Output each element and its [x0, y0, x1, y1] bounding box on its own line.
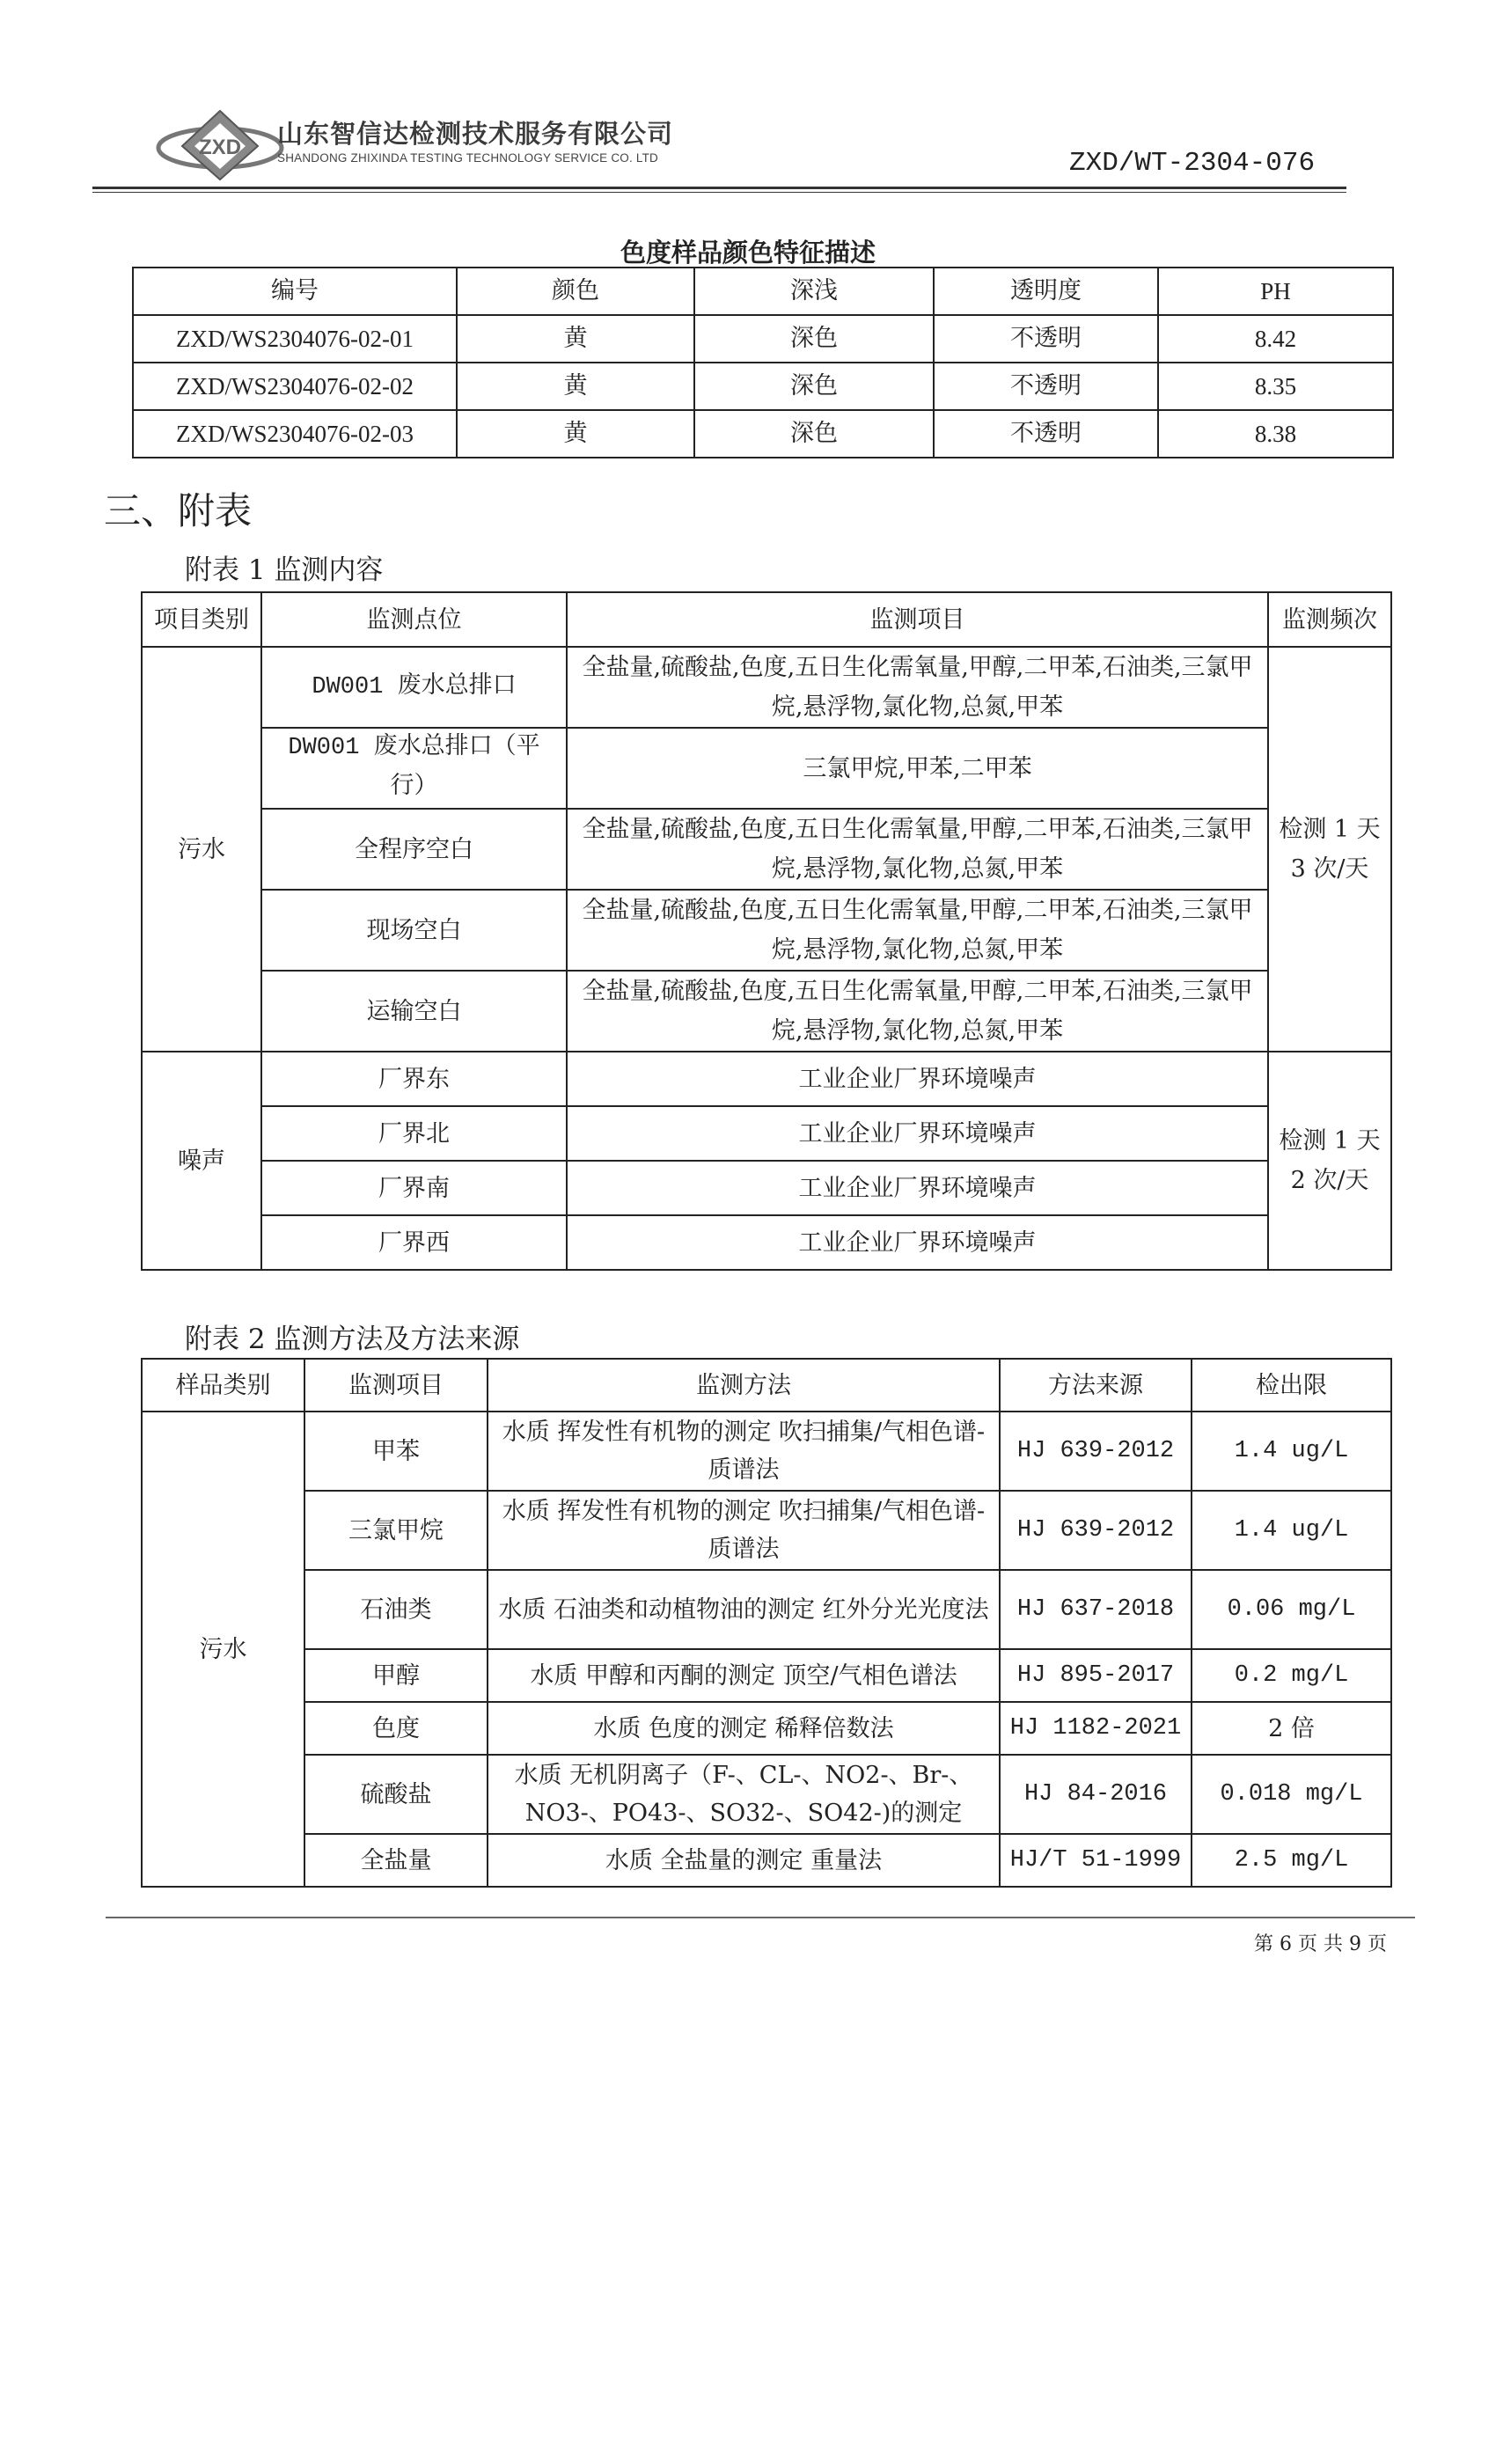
- monitoring-point: 厂界西: [261, 1215, 567, 1270]
- sample-id: ZXD/WS2304076-02-03: [133, 410, 457, 458]
- header-cell: 监测频次: [1268, 592, 1391, 647]
- table-header-row: [142, 1359, 1391, 1412]
- limit-cell: 0.2 mg/L: [1192, 1649, 1391, 1702]
- sample-id: ZXD/WS2304076-02-01: [133, 315, 457, 363]
- monitoring-items: 工业企业厂界环境噪声: [567, 1161, 1268, 1215]
- frequency-cell: 检测 1 天 3 次/天: [1268, 647, 1391, 1052]
- source-cell: HJ/T 51-1999: [1000, 1834, 1192, 1887]
- table-row: [142, 1052, 1391, 1106]
- monitoring-items: 工业企业厂界环境噪声: [567, 1052, 1268, 1106]
- table-header-row: [133, 268, 1393, 315]
- transparency-cell: 不透明: [934, 410, 1158, 458]
- header-cell: 透明度: [934, 268, 1158, 315]
- footer-rule: [106, 1917, 1415, 1918]
- ph-cell: 8.38: [1158, 410, 1393, 458]
- table1-title: 附表 1 监测内容: [185, 554, 384, 586]
- table-row: [142, 1215, 1391, 1270]
- company-logo: [154, 104, 286, 183]
- table-row: [142, 1412, 1391, 1491]
- source-cell: HJ 637-2018: [1000, 1570, 1192, 1649]
- monitoring-items: 工业企业厂界环境噪声: [567, 1215, 1268, 1270]
- table-row: [142, 1755, 1391, 1834]
- source-cell: HJ 1182-2021: [1000, 1702, 1192, 1755]
- table-row: [142, 1570, 1391, 1649]
- table0-title: 色度样品颜色特征描述: [620, 238, 876, 268]
- monitoring-items: 全盐量,硫酸盐,色度,五日生化需氧量,甲醇,二甲苯,石油类,三氯甲烷,悬浮物,氯化物,总氮,甲苯: [567, 971, 1268, 1052]
- source-cell: HJ 84-2016: [1000, 1755, 1192, 1834]
- header-cell: 项目类别: [142, 592, 261, 647]
- table-header-row: [142, 592, 1391, 647]
- method-cell: 水质 甲醇和丙酮的测定 顶空/气相色谱法: [488, 1649, 1000, 1702]
- monitoring-point: 厂界东: [261, 1052, 567, 1106]
- item-cell: 色度: [304, 1702, 488, 1755]
- monitoring-point: 现场空白: [261, 890, 567, 971]
- table-row: [142, 1491, 1391, 1570]
- header-rule-thin: [92, 192, 1346, 193]
- color-cell: 黄: [457, 363, 694, 410]
- table-row: [142, 890, 1391, 971]
- header-rule: [92, 187, 1346, 189]
- header-cell: 监测项目: [567, 592, 1268, 647]
- header-cell: 样品类别: [142, 1359, 304, 1412]
- ph-cell: 8.35: [1158, 363, 1393, 410]
- monitoring-point: 运输空白: [261, 971, 567, 1052]
- method-cell: 水质 全盐量的测定 重量法: [488, 1834, 1000, 1887]
- item-cell: 甲醇: [304, 1649, 488, 1702]
- header-cell: 监测点位: [261, 592, 567, 647]
- item-cell: 石油类: [304, 1570, 488, 1649]
- shade-cell: 深色: [694, 315, 934, 363]
- report-number: ZXD/WT-2304-076: [1069, 148, 1316, 179]
- table-row: [142, 647, 1391, 728]
- limit-cell: 1.4 ug/L: [1192, 1412, 1391, 1491]
- table-row: [142, 971, 1391, 1052]
- table2-title: 附表 2 监测方法及方法来源: [185, 1324, 520, 1355]
- monitoring-point: DW001 废水总排口: [261, 647, 567, 728]
- monitoring-content-table: [141, 591, 1392, 1271]
- category-cell: 污水: [142, 647, 261, 1052]
- header-cell: 监测项目: [304, 1359, 488, 1412]
- limit-cell: 2.5 mg/L: [1192, 1834, 1391, 1887]
- table-row: [142, 1702, 1391, 1755]
- ph-cell: 8.42: [1158, 315, 1393, 363]
- company-name-en: SHANDONG ZHIXINDA TESTING TECHNOLOGY SERVICE CO. LTD: [277, 151, 658, 165]
- shade-cell: 深色: [694, 410, 934, 458]
- monitoring-point: 全程序空白: [261, 809, 567, 890]
- item-cell: 全盐量: [304, 1834, 488, 1887]
- item-cell: 三氯甲烷: [304, 1491, 488, 1570]
- header-cell: 监测方法: [488, 1359, 1000, 1412]
- header-cell: 颜色: [457, 268, 694, 315]
- header-cell: 深浅: [694, 268, 934, 315]
- svg-text:ZXD: ZXD: [199, 136, 241, 159]
- method-cell: 水质 无机阴离子（F-、CL-、NO2-、Br-、NO3-、PO43-、SO32-、SO42-)的测定: [488, 1755, 1000, 1834]
- monitoring-items: 三氯甲烷,甲苯,二甲苯: [567, 728, 1268, 809]
- sample-id: ZXD/WS2304076-02-02: [133, 363, 457, 410]
- header-cell: 检出限: [1192, 1359, 1391, 1412]
- method-cell: 水质 挥发性有机物的测定 吹扫捕集/气相色谱-质谱法: [488, 1491, 1000, 1570]
- table-row: [142, 1106, 1391, 1161]
- header-cell: PH: [1158, 268, 1393, 315]
- color-feature-table: [132, 267, 1394, 458]
- category-cell: 噪声: [142, 1052, 261, 1270]
- monitoring-items: 全盐量,硫酸盐,色度,五日生化需氧量,甲醇,二甲苯,石油类,三氯甲烷,悬浮物,氯化物,总氮,甲苯: [567, 647, 1268, 728]
- monitoring-point: 厂界南: [261, 1161, 567, 1215]
- table-row: [133, 363, 1393, 410]
- header-cell: 方法来源: [1000, 1359, 1192, 1412]
- company-name-cn: 山东智信达检测技术服务有限公司: [277, 119, 674, 149]
- transparency-cell: 不透明: [934, 315, 1158, 363]
- method-source-table: [141, 1358, 1392, 1888]
- color-cell: 黄: [457, 410, 694, 458]
- color-cell: 黄: [457, 315, 694, 363]
- table-row: [142, 809, 1391, 890]
- source-cell: HJ 639-2012: [1000, 1412, 1192, 1491]
- page-number: 第 6 页 共 9 页: [1254, 1933, 1387, 1955]
- limit-cell: 0.018 mg/L: [1192, 1755, 1391, 1834]
- table-row: [133, 410, 1393, 458]
- limit-cell: 2 倍: [1192, 1702, 1391, 1755]
- method-cell: 水质 石油类和动植物油的测定 红外分光光度法: [488, 1570, 1000, 1649]
- transparency-cell: 不透明: [934, 363, 1158, 410]
- method-cell: 水质 挥发性有机物的测定 吹扫捕集/气相色谱-质谱法: [488, 1412, 1000, 1491]
- monitoring-items: 全盐量,硫酸盐,色度,五日生化需氧量,甲醇,二甲苯,石油类,三氯甲烷,悬浮物,氯化物,总氮,甲苯: [567, 890, 1268, 971]
- monitoring-point: 厂界北: [261, 1106, 567, 1161]
- table-row: [142, 728, 1391, 809]
- method-cell: 水质 色度的测定 稀释倍数法: [488, 1702, 1000, 1755]
- source-cell: HJ 639-2012: [1000, 1491, 1192, 1570]
- monitoring-items: 全盐量,硫酸盐,色度,五日生化需氧量,甲醇,二甲苯,石油类,三氯甲烷,悬浮物,氯化物,总氮,甲苯: [567, 809, 1268, 890]
- shade-cell: 深色: [694, 363, 934, 410]
- source-cell: HJ 895-2017: [1000, 1649, 1192, 1702]
- monitoring-point: DW001 废水总排口（平行）: [261, 728, 567, 809]
- frequency-cell: 检测 1 天 2 次/天: [1268, 1052, 1391, 1270]
- table-row: [142, 1834, 1391, 1887]
- table-row: [142, 1161, 1391, 1215]
- table-row: [133, 315, 1393, 363]
- table-row: [142, 1649, 1391, 1702]
- section-heading: 三、附表: [104, 489, 253, 532]
- header-cell: 编号: [133, 268, 457, 315]
- item-cell: 甲苯: [304, 1412, 488, 1491]
- limit-cell: 0.06 mg/L: [1192, 1570, 1391, 1649]
- monitoring-items: 工业企业厂界环境噪声: [567, 1106, 1268, 1161]
- item-cell: 硫酸盐: [304, 1755, 488, 1834]
- limit-cell: 1.4 ug/L: [1192, 1491, 1391, 1570]
- category-cell: 污水: [142, 1412, 304, 1887]
